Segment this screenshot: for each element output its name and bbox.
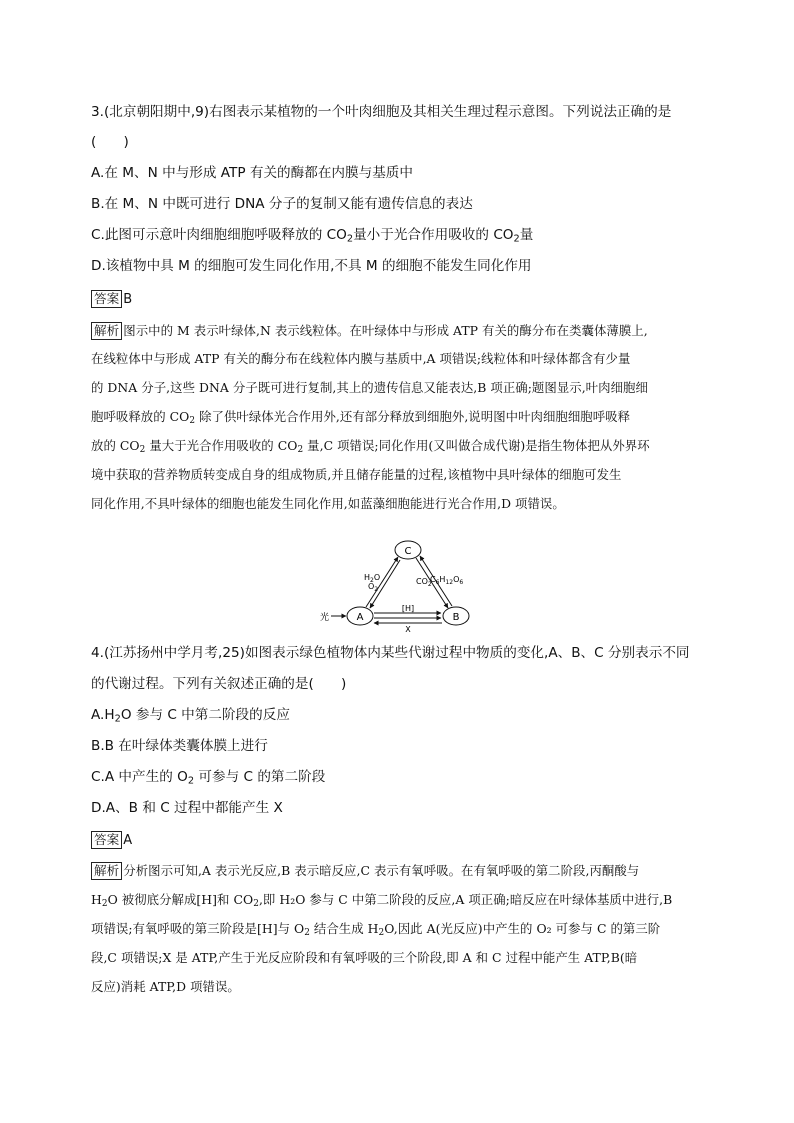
svg-text:B: B <box>452 612 460 623</box>
q4-option-a: $A.H_2O$ 参与 C 中第二阶段的反应 <box>91 707 290 725</box>
x-label: X <box>405 625 411 634</box>
q4-explain-line4: 段,C 项错误;X 是 ATP,产生于光反应阶段和有氧呼吸的三个阶段,即 A 和 C 过程中能产生 ATP,B(暗 <box>91 950 638 965</box>
q4-answer <box>91 831 132 850</box>
q3-option-a: A.在 M、N 中与形成 ATP 有关的酶都在内膜与基质中 <box>91 165 413 181</box>
q4-stem-line2: 的代谢过程。下列有关叙述正确的是( ) <box>91 676 347 692</box>
node-b <box>443 607 469 625</box>
q4-explain-line5: 反应)消耗 ATP,D 项错误。 <box>91 979 240 994</box>
svg-text:C: C <box>404 546 412 557</box>
q3-stem-line1: 3.(北京朝阳期中,9)右图表示某植物的一个叶肉细胞及其相关生理过程示意图。下列说法正确的是 <box>91 104 672 120</box>
o2-label: $O_2$ <box>368 582 379 593</box>
q3-option-c: C.此图可示意叶肉细胞细胞呼吸释放的 $CO_2$量小于光合作用吸收的 $CO_2$量 <box>91 227 534 245</box>
q3-explain-line3: 的 DNA 分子,这些 DNA 分子既可进行复制,其上的遗传信息又能表达,B 项正确;题图显示,叶肉细胞细 <box>91 380 648 395</box>
co2-label: $CO_2$ <box>416 577 432 588</box>
q4-option-b: B.B 在叶绿体类囊体膜上进行 <box>91 738 268 754</box>
glucose-label: $C_6H_{12}O_6$ <box>430 575 464 586</box>
q3-answer <box>91 290 132 309</box>
svg-text:A: A <box>356 612 364 623</box>
q4-explain-line3: 项错误;有氧呼吸的第三阶段是[H]与 $O_2$ 结合生成 $H_2O$,因此 A(光反应)中产生的 O₂ 可参与 C 的第三阶 <box>91 921 661 939</box>
q3-explain-line6: 境中获取的营养物质转变成自身的组成物质,并且储存能量的过程,该植物中具叶绿体的细胞可发生 <box>91 467 622 482</box>
q3-stem-line2: ( ) <box>91 134 129 150</box>
q3-explain-line4: 胞呼吸释放的 $CO_2$ 除了供叶绿体光合作用外,还有部分释放到细胞外,说明图中叶肉细胞细胞呼吸释 <box>91 409 631 427</box>
arrow-c-to-a <box>370 560 400 608</box>
h-label: [H] <box>401 604 415 613</box>
metabolism-diagram <box>318 536 478 636</box>
q3-option-d: D.该植物中具 M 的细胞可发生同化作用,不具 M 的细胞不能发生同化作用 <box>91 258 532 274</box>
q4-option-d: D.A、B 和 C 过程中都能产生 X <box>91 800 283 816</box>
q3-explain-line2: 在线粒体中与形成 ATP 有关的酶分布在线粒体内膜与基质中,A 项错误;线粒体和叶绿体都含有少量 <box>91 351 631 366</box>
h2o-label: $H_2O$ <box>364 573 381 584</box>
explain-label: 解析 <box>91 322 122 340</box>
q4-stem-line1: 4.(江苏扬州中学月考,25)如图表示绿色植物体内某些代谢过程中物质的变化,A、B、C 分别表示不同 <box>91 645 690 661</box>
answer-label: 答案 <box>91 290 122 308</box>
q3-explain-line1: 解析 图示中的 M 表示叶绿体,N 表示线粒体。在叶绿体中与形成 ATP 有关的酶分布在类囊体薄膜上, <box>91 322 648 340</box>
answer-label: 答案 <box>91 831 122 849</box>
q4-explain-line2: $H_2O$ 被彻底分解成[H]和 $CO_2$,即 H₂O 参与 C 中第二阶段的反应,A 项正确;暗反应在叶绿体基质中进行,B <box>91 892 673 910</box>
q3-option-b: B.在 M、N 中既可进行 DNA 分子的复制又能有遗传信息的表达 <box>91 196 473 212</box>
light-label: 光 <box>320 613 330 623</box>
answer-value: A <box>123 833 133 848</box>
answer-value: B <box>123 292 133 307</box>
q4-option-c: C.A 中产生的 $O_2$ 可参与 C 的第二阶段 <box>91 769 326 787</box>
q3-explain-line5: 放的 $CO_2$ 量大于光合作用吸收的 $CO_2$ 量,C 项错误;同化作用(又叫做合成代谢)是指生物体把从外界环 <box>91 438 650 456</box>
node-c <box>395 541 421 559</box>
explain-label: 解析 <box>91 862 122 880</box>
node-a <box>347 607 373 625</box>
q3-explain-line7: 同化作用,不具叶绿体的细胞也能发生同化作用,如蓝藻细胞能进行光合作用,D 项错误。 <box>91 496 565 511</box>
q4-explain-line1: 解析 分析图示可知,A 表示光反应,B 表示暗反应,C 表示有氧呼吸。在有氧呼吸的第二阶段,丙酮酸与 <box>91 862 639 880</box>
